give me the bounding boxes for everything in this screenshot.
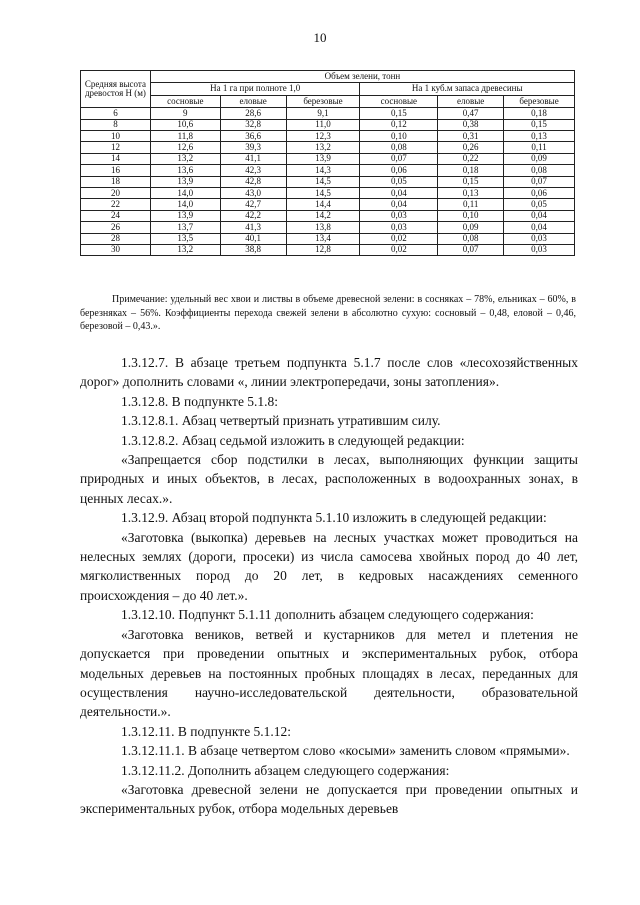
table-cell: 13,5 bbox=[150, 233, 220, 244]
table-row bbox=[81, 199, 575, 210]
table-cell: 0,02 bbox=[360, 233, 438, 244]
table-row bbox=[81, 222, 575, 233]
table-cell: 0,04 bbox=[360, 188, 438, 199]
table-note: Примечание: удельный вес хвои и листвы в объеме древесной зелени: в сосняках – 78%, ельниках – 60%, в березняках – 56%. Коэффициенты перехода свежей зелени в абсолютно сухую: сосновый – 0,48, еловой – 0,46, березовой – 0,43.». bbox=[80, 294, 576, 332]
table-cell: 8 bbox=[81, 119, 151, 130]
table-row bbox=[81, 108, 575, 119]
table-cell: 13,9 bbox=[150, 210, 220, 221]
table-cell: 0,13 bbox=[504, 131, 575, 142]
table-cell: 0,12 bbox=[360, 119, 438, 130]
table-cell: 12,8 bbox=[286, 245, 360, 256]
header-spruce: еловые bbox=[438, 95, 504, 107]
table-cell: 28 bbox=[81, 233, 151, 244]
table-row bbox=[81, 233, 575, 244]
table-cell: 14 bbox=[81, 153, 151, 164]
table-cell: 0,38 bbox=[438, 119, 504, 130]
table-cell: 28,6 bbox=[220, 108, 286, 119]
table-cell: 26 bbox=[81, 222, 151, 233]
table-cell: 0,04 bbox=[504, 222, 575, 233]
table-cell: 42,7 bbox=[220, 199, 286, 210]
table-cell: 42,3 bbox=[220, 165, 286, 176]
table-cell: 12 bbox=[81, 142, 151, 153]
table-cell: 42,8 bbox=[220, 176, 286, 187]
table-cell: 14,2 bbox=[286, 210, 360, 221]
table-cell: 14,5 bbox=[286, 176, 360, 187]
table-cell: 0,09 bbox=[504, 153, 575, 164]
table-cell: 38,8 bbox=[220, 245, 286, 256]
table-cell: 0,04 bbox=[504, 210, 575, 221]
paragraph: 1.3.12.11.2. Дополнить абзацем следующего содержания: bbox=[121, 762, 450, 778]
table-cell: 13,8 bbox=[286, 222, 360, 233]
table-cell: 9 bbox=[150, 108, 220, 119]
table-cell: 40,1 bbox=[220, 233, 286, 244]
table-cell: 0,03 bbox=[360, 210, 438, 221]
table-cell: 0,06 bbox=[504, 188, 575, 199]
paragraph: 1.3.12.7. В абзаце третьем подпункта 5.1.7 после слов «лесохозяйственных дорог» дополнить словами «, линии электропередачи, зоны затопления». bbox=[80, 355, 578, 390]
table-cell: 0,08 bbox=[504, 165, 575, 176]
table-cell: 11,8 bbox=[150, 131, 220, 142]
page-number: 10 bbox=[313, 30, 327, 45]
table-cell: 0,05 bbox=[504, 199, 575, 210]
table-cell: 14,0 bbox=[150, 199, 220, 210]
table-row bbox=[81, 245, 575, 256]
paragraph: «Заготовка (выкопка) деревьев на лесных участках может проводиться на нелесных землях (дороги, просеки) из числа самосева хвойных пород до 40 лет, мягколиственных пород до 20 лет, в кедровых насаждениях семенного происхождения – до 40 лет.». bbox=[80, 529, 578, 603]
table-row bbox=[81, 176, 575, 187]
paragraph: 1.3.12.11. В подпункте 5.1.12: bbox=[121, 723, 292, 739]
table-cell: 13,9 bbox=[286, 153, 360, 164]
table-cell: 13,6 bbox=[150, 165, 220, 176]
green-volume-table bbox=[80, 70, 575, 256]
table-cell: 11,0 bbox=[286, 119, 360, 130]
table-cell: 0,26 bbox=[438, 142, 504, 153]
table-cell: 14,5 bbox=[286, 188, 360, 199]
table-cell: 13,2 bbox=[150, 153, 220, 164]
table-cell: 13,9 bbox=[150, 176, 220, 187]
table-row bbox=[81, 131, 575, 142]
table-cell: 0,10 bbox=[360, 131, 438, 142]
table-cell: 13,7 bbox=[150, 222, 220, 233]
table-cell: 6 bbox=[81, 108, 151, 119]
header-pine: сосновые bbox=[150, 95, 220, 107]
table-cell: 0,47 bbox=[438, 108, 504, 119]
table-cell: 0,04 bbox=[360, 199, 438, 210]
table-cell: 0,03 bbox=[504, 233, 575, 244]
table-cell: 0,02 bbox=[360, 245, 438, 256]
table-cell: 0,15 bbox=[504, 119, 575, 130]
table-cell: 12,3 bbox=[286, 131, 360, 142]
table-cell: 39,3 bbox=[220, 142, 286, 153]
table-row bbox=[81, 210, 575, 221]
header-per-cubic-meter: На 1 куб.м запаса древесины bbox=[360, 83, 575, 95]
paragraph: «Запрещается сбор подстилки в лесах, выполняющих функции защиты природных и иных объектов, в лесах, расположенных в водоохранных зонах, в ценных лесах.». bbox=[80, 452, 578, 506]
table-cell: 42,2 bbox=[220, 210, 286, 221]
table-cell: 18 bbox=[81, 176, 151, 187]
table-cell: 14,4 bbox=[286, 199, 360, 210]
document-body bbox=[80, 353, 578, 819]
table-cell: 0,11 bbox=[504, 142, 575, 153]
table-cell: 0,18 bbox=[438, 165, 504, 176]
table-row bbox=[81, 153, 575, 164]
table-cell: 0,07 bbox=[360, 153, 438, 164]
table-cell: 13,2 bbox=[286, 142, 360, 153]
paragraph: 1.3.12.8.2. Абзац седьмой изложить в следующей редакции: bbox=[121, 432, 465, 448]
header-per-hectare: На 1 га при полноте 1,0 bbox=[150, 83, 360, 95]
table-cell: 0,05 bbox=[360, 176, 438, 187]
paragraph: 1.3.12.11.1. В абзаце четвертом слово «косыми» заменить словом «прямыми». bbox=[121, 743, 570, 759]
table-cell: 14,3 bbox=[286, 165, 360, 176]
table-cell: 41,3 bbox=[220, 222, 286, 233]
table-cell: 0,08 bbox=[438, 233, 504, 244]
table-cell: 16 bbox=[81, 165, 151, 176]
table-row bbox=[81, 119, 575, 130]
table-cell: 20 bbox=[81, 188, 151, 199]
table-cell: 41,1 bbox=[220, 153, 286, 164]
table-cell: 0,03 bbox=[360, 222, 438, 233]
table-cell: 0,07 bbox=[438, 245, 504, 256]
header-height: Средняя высота древостоя Н (м) bbox=[81, 71, 151, 108]
table-cell: 10,6 bbox=[150, 119, 220, 130]
table-cell: 0,18 bbox=[504, 108, 575, 119]
header-spruce: еловые bbox=[220, 95, 286, 107]
table-cell: 9,1 bbox=[286, 108, 360, 119]
table-cell: 36,6 bbox=[220, 131, 286, 142]
table-cell: 0,10 bbox=[438, 210, 504, 221]
table-row bbox=[81, 165, 575, 176]
table-cell: 0,09 bbox=[438, 222, 504, 233]
paragraph: 1.3.12.8. В подпункте 5.1.8: bbox=[121, 393, 279, 409]
paragraph: «Заготовка веников, ветвей и кустарников для метел и плетения не допускается при проведении опытных и экспериментальных рубок, отбора модельных деревьев на постоянных пробных площадях в лесах, переданных для осуществления научно-исследовательской деятельности, образовательной деятельности.». bbox=[80, 626, 578, 720]
table-cell: 0,07 bbox=[504, 176, 575, 187]
table-cell: 12,6 bbox=[150, 142, 220, 153]
table-cell: 14,0 bbox=[150, 188, 220, 199]
table-cell: 0,22 bbox=[438, 153, 504, 164]
table-cell: 22 bbox=[81, 199, 151, 210]
paragraph: 1.3.12.10. Подпункт 5.1.11 дополнить абзацем следующего содержания: bbox=[121, 607, 534, 623]
table-cell: 32,8 bbox=[220, 119, 286, 130]
paragraph: «Заготовка древесной зелени не допускается при проведении опытных и экспериментальных рубок, отбора модельных деревьев bbox=[80, 781, 578, 817]
paragraph: 1.3.12.9. Абзац второй подпункта 5.1.10 изложить в следующей редакции: bbox=[121, 510, 547, 526]
table-cell: 0,13 bbox=[438, 188, 504, 199]
table-cell: 24 bbox=[81, 210, 151, 221]
table-cell: 13,2 bbox=[150, 245, 220, 256]
header-birch: березовые bbox=[286, 95, 360, 107]
header-pine: сосновые bbox=[360, 95, 438, 107]
table-cell: 10 bbox=[81, 131, 151, 142]
table-row bbox=[81, 142, 575, 153]
table-cell: 0,11 bbox=[438, 199, 504, 210]
table-cell: 0,08 bbox=[360, 142, 438, 153]
table-cell: 13,4 bbox=[286, 233, 360, 244]
paragraph: 1.3.12.8.1. Абзац четвертый признать утратившим силу. bbox=[121, 413, 441, 429]
table-row bbox=[81, 188, 575, 199]
table-cell: 0,03 bbox=[504, 245, 575, 256]
table-cell: 43,0 bbox=[220, 188, 286, 199]
table-cell: 0,15 bbox=[438, 176, 504, 187]
header-volume: Объем зелени, тонн bbox=[150, 71, 574, 83]
table-cell: 0,06 bbox=[360, 165, 438, 176]
table-cell: 0,31 bbox=[438, 131, 504, 142]
table-cell: 30 bbox=[81, 245, 151, 256]
header-birch: березовые bbox=[504, 95, 575, 107]
table-cell: 0,15 bbox=[360, 108, 438, 119]
